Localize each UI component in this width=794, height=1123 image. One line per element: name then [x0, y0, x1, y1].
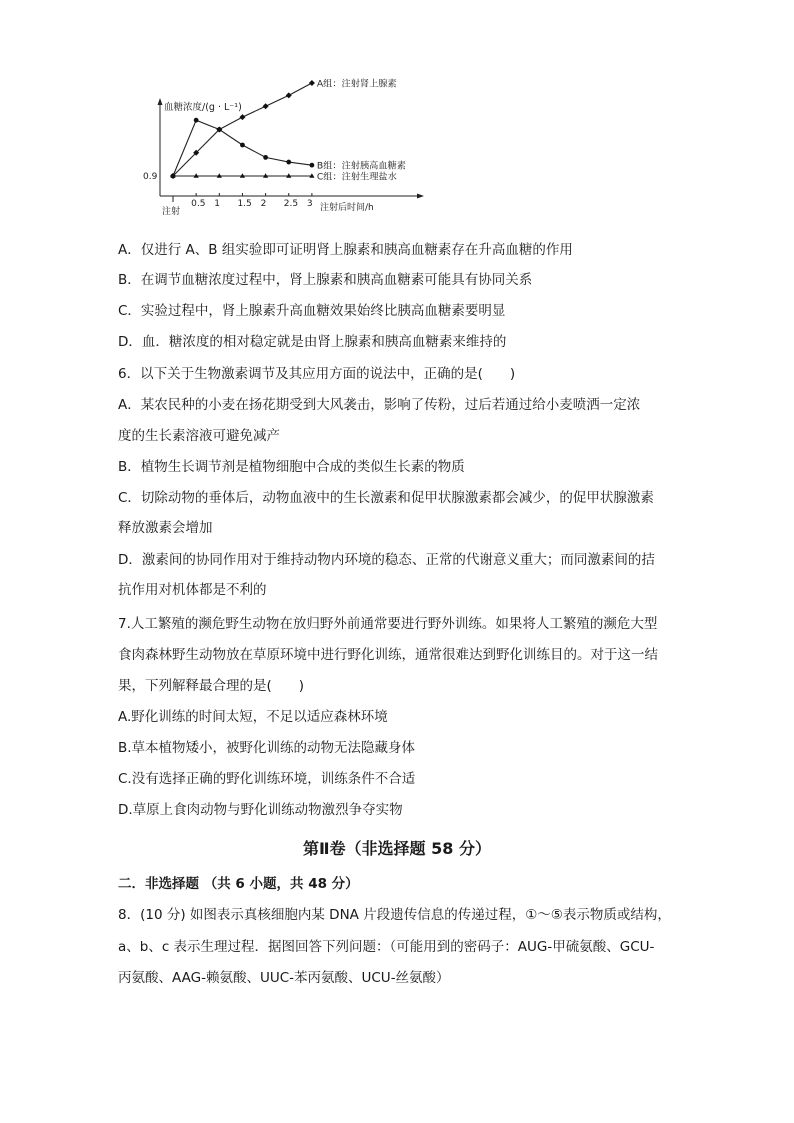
- x-axis-arrow: [417, 194, 424, 199]
- text-line: B.草本植物矮小，被野化训练的动物无法隐藏身体: [118, 740, 416, 756]
- text-line: 果，下列解释最合理的是( ): [118, 678, 305, 694]
- text-line: 抗作用对机体都是不利的: [118, 582, 267, 598]
- data-point: [286, 160, 291, 165]
- section-title: 第Ⅱ卷（非选择题 58 分）: [303, 839, 491, 858]
- x-tick-labels: [173, 193, 313, 209]
- data-point: [240, 143, 245, 148]
- data-point: [309, 80, 315, 86]
- text-line: B．植物生长调节剂是植物细胞中合成的类似生长素的物质: [118, 459, 465, 475]
- series-label: A组：注射肾上腺素: [316, 78, 397, 90]
- blood-glucose-chart: [138, 78, 428, 226]
- data-point: [263, 103, 269, 109]
- text-line: 释放激素会增加: [118, 520, 213, 536]
- x-tick-label: 1.5: [237, 199, 252, 209]
- data-point: [263, 155, 268, 160]
- section2-heading: 二．非选择题 （共 6 小题，共 48 分）: [118, 876, 359, 892]
- text-line: A.野化训练的时间太短，不足以适应森林环境: [118, 709, 388, 725]
- series-line: [173, 120, 312, 176]
- question-8-line: 丙氨酸、AAG-赖氨酸、UUC-苯丙氨酸、UCU-丝氨酸）: [118, 970, 450, 986]
- data-point: [217, 127, 222, 132]
- data-point: [194, 118, 199, 123]
- question-8-line: 8．(10 分) 如图表示真核细胞内某 DNA 片段遗传信息的传递过程，①～⑤表示物质或结构，: [118, 907, 671, 923]
- text-line: 6．以下关于生物激素调节及其应用方面的说法中，正确的是( ): [118, 366, 516, 382]
- data-point: [239, 114, 245, 120]
- text-line: C．实验过程中，肾上腺素升高血糖效果始终比胰高血糖素要明显: [118, 303, 506, 319]
- text-line: C．切除动物的垂体后，动物血液中的生长激素和促甲状腺激素都会减少，的促甲状腺激素: [118, 490, 654, 506]
- text-line: A．仅进行 A、B 组实验即可证明肾上腺素和胰高血糖素存在升高血糖的作用: [118, 242, 573, 258]
- x-axis-label: 注射后时间/h: [320, 203, 374, 213]
- text-line: A．某农民种的小麦在扬花期受到大风袭击，影响了传粉，过后若通过给小麦喷洒一定浓: [118, 397, 641, 413]
- x-tick-label: 0.5: [191, 199, 206, 209]
- x-start-label: 注射: [162, 207, 181, 217]
- text-line: 食肉森林野生动物放在草原环境中进行野化训练，通常很难达到野化训练目的。对于这一结: [118, 647, 658, 663]
- x-tick-label: 1: [214, 199, 221, 209]
- series-layer: [170, 78, 406, 183]
- series-label: B组：注射胰高血糖素: [316, 160, 406, 172]
- text-line: D．激素间的协同作用对于维持动物内环境的稳态、正常的代谢意义重大；而同激素间的拮: [118, 552, 655, 568]
- data-point: [286, 92, 292, 98]
- text-line: 度的生长素溶液可避免减产: [118, 428, 280, 444]
- y-axis-arrow: [158, 98, 163, 105]
- x-tick-label: 2: [260, 199, 267, 209]
- text-line: C.没有选择正确的野化训练环境，训练条件不合适: [118, 771, 416, 787]
- question-8-line: a、b、c 表示生理过程．据图回答下列问题：（可能用到的密码子：AUG-甲硫氨酸、GCU-: [118, 939, 655, 955]
- series-label: C组：注射生理盐水: [316, 171, 397, 183]
- x-tick-label: 3: [306, 199, 313, 209]
- text-line: D.草原上食肉动物与野化训练动物激烈争夺实物: [118, 802, 403, 818]
- y-tick-label: 0.9: [143, 172, 158, 182]
- data-point: [310, 163, 315, 168]
- y-axis-label: 血糖浓度/(g · L⁻¹): [164, 102, 242, 113]
- text-line: D．血．糖浓度的相对稳定就是由肾上腺素和胰高血糖素来维持的: [118, 334, 507, 350]
- text-line: 7.人工繁殖的濒危野生动物在放归野外前通常要进行野外训练。如果将人工繁殖的濒危大型: [118, 616, 658, 632]
- x-tick-label: 2.5: [283, 199, 299, 209]
- text-line: B．在调节血糖浓度过程中，肾上腺素和胰高血糖素可能具有协同关系: [118, 272, 533, 288]
